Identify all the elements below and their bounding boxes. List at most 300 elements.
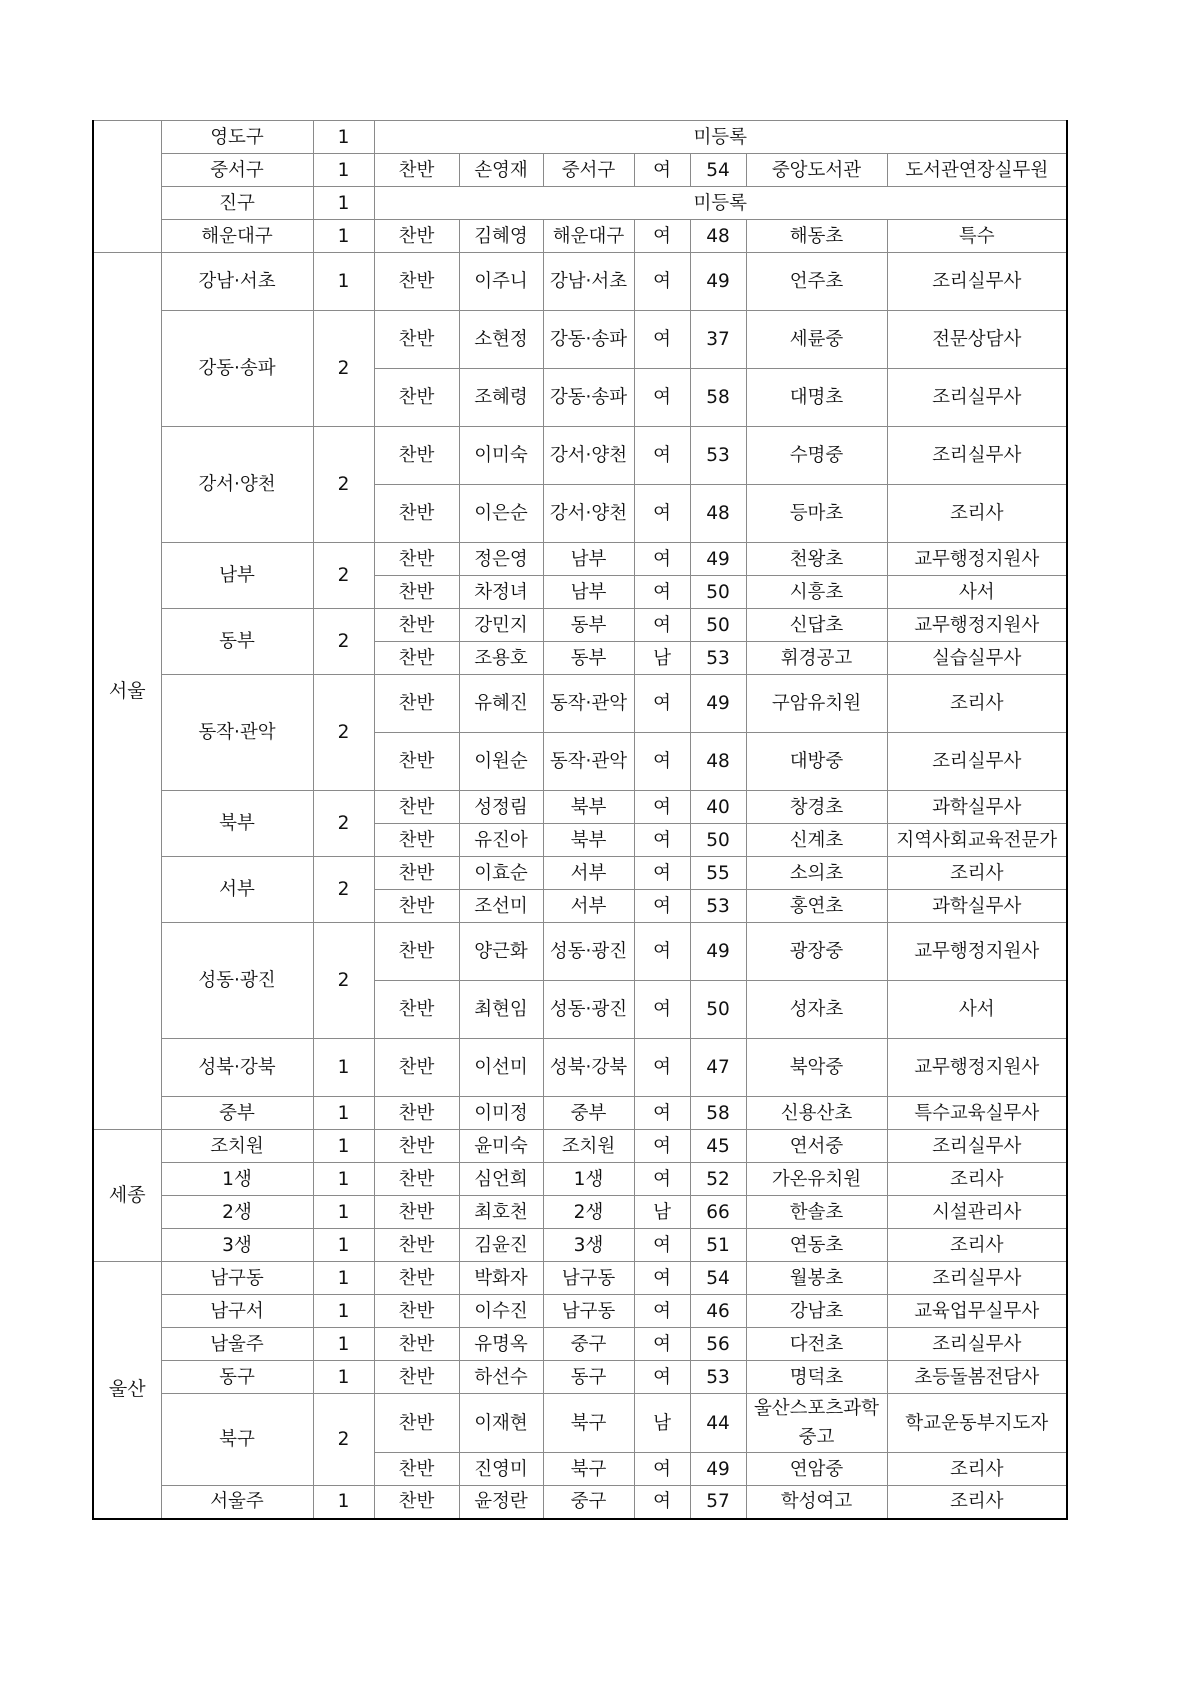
workplace-cell: 구암유치원 (746, 675, 887, 733)
job-cell: 도서관연장실무원 (887, 154, 1067, 187)
gender-cell: 여 (634, 1361, 690, 1394)
count-cell: 1 (313, 1486, 374, 1519)
job-cell: 조리사 (887, 857, 1067, 890)
job-cell: 교무행정지원사 (887, 1039, 1067, 1097)
member-district-cell: 동작·관악 (543, 733, 634, 791)
member-name-cell: 하선수 (459, 1361, 543, 1394)
member-name-cell: 이주니 (459, 253, 543, 311)
gender-cell: 여 (634, 1295, 690, 1328)
district-cell: 남구동 (161, 1262, 313, 1295)
table-row (93, 923, 1067, 981)
member-name-cell: 손영재 (459, 154, 543, 187)
member-district-cell: 서부 (543, 857, 634, 890)
gender-cell: 여 (634, 791, 690, 824)
table-row (93, 1130, 1067, 1163)
member-name-cell: 박화자 (459, 1262, 543, 1295)
count-cell: 1 (313, 121, 374, 154)
member-name-cell: 심언희 (459, 1163, 543, 1196)
age-cell: 58 (690, 369, 746, 427)
workplace-cell: 연서중 (746, 1130, 887, 1163)
count-cell: 2 (313, 791, 374, 857)
vote-type-cell: 찬반 (374, 543, 459, 576)
member-name-cell: 윤미숙 (459, 1130, 543, 1163)
district-cell: 3생 (161, 1229, 313, 1262)
table-row (93, 1486, 1067, 1519)
workplace-cell: 신용산초 (746, 1097, 887, 1130)
gender-cell: 여 (634, 1163, 690, 1196)
member-name-cell: 성정림 (459, 791, 543, 824)
district-cell: 동작·관악 (161, 675, 313, 791)
member-district-cell: 북부 (543, 824, 634, 857)
gender-cell: 여 (634, 369, 690, 427)
member-district-cell: 2생 (543, 1196, 634, 1229)
age-cell: 46 (690, 1295, 746, 1328)
workplace-cell: 휘경공고 (746, 642, 887, 675)
member-district-cell: 강서·양천 (543, 427, 634, 485)
gender-cell: 여 (634, 981, 690, 1039)
member-name-cell: 김혜영 (459, 220, 543, 253)
member-name-cell: 조용호 (459, 642, 543, 675)
workplace-cell: 소의초 (746, 857, 887, 890)
age-cell: 55 (690, 857, 746, 890)
age-cell: 40 (690, 791, 746, 824)
vote-type-cell: 찬반 (374, 220, 459, 253)
member-district-cell: 남구동 (543, 1262, 634, 1295)
workplace-cell: 홍연초 (746, 890, 887, 923)
table-row (93, 1229, 1067, 1262)
member-district-cell: 조치원 (543, 1130, 634, 1163)
gender-cell: 여 (634, 485, 690, 543)
table-row (93, 791, 1067, 824)
vote-type-cell: 찬반 (374, 791, 459, 824)
member-name-cell: 강민지 (459, 609, 543, 642)
workplace-cell: 신계초 (746, 824, 887, 857)
job-cell: 조리사 (887, 1163, 1067, 1196)
member-name-cell: 이재현 (459, 1394, 543, 1453)
vote-type-cell: 찬반 (374, 981, 459, 1039)
district-cell: 조치원 (161, 1130, 313, 1163)
count-cell: 1 (313, 253, 374, 311)
member-district-cell: 동부 (543, 609, 634, 642)
region-cell: 서울 (93, 253, 161, 1130)
vote-type-cell: 찬반 (374, 675, 459, 733)
member-name-cell: 조혜령 (459, 369, 543, 427)
district-cell: 강남·서초 (161, 253, 313, 311)
workplace-cell: 월봉초 (746, 1262, 887, 1295)
gender-cell: 남 (634, 1394, 690, 1453)
region-cell: 울산 (93, 1262, 161, 1519)
job-cell: 교무행정지원사 (887, 543, 1067, 576)
gender-cell: 여 (634, 1130, 690, 1163)
age-cell: 53 (690, 1361, 746, 1394)
gender-cell: 여 (634, 890, 690, 923)
table-row (93, 1097, 1067, 1130)
workplace-cell: 신답초 (746, 609, 887, 642)
count-cell: 2 (313, 311, 374, 427)
age-cell: 52 (690, 1163, 746, 1196)
member-name-cell: 양근화 (459, 923, 543, 981)
member-name-cell: 소현정 (459, 311, 543, 369)
workplace-cell: 강남초 (746, 1295, 887, 1328)
gender-cell: 여 (634, 1097, 690, 1130)
age-cell: 50 (690, 981, 746, 1039)
vote-type-cell: 찬반 (374, 1394, 459, 1453)
age-cell: 53 (690, 890, 746, 923)
gender-cell: 여 (634, 311, 690, 369)
workplace-cell: 대명초 (746, 369, 887, 427)
member-district-cell: 강동·송파 (543, 369, 634, 427)
unregistered-cell: 미등록 (374, 121, 1067, 154)
job-cell: 시설관리사 (887, 1196, 1067, 1229)
age-cell: 51 (690, 1229, 746, 1262)
vote-type-cell: 찬반 (374, 733, 459, 791)
workplace-cell: 북악중 (746, 1039, 887, 1097)
district-cell: 강서·양천 (161, 427, 313, 543)
job-cell: 조리사 (887, 485, 1067, 543)
member-name-cell: 이수진 (459, 1295, 543, 1328)
region-cell: 세종 (93, 1130, 161, 1262)
job-cell: 초등돌봄전담사 (887, 1361, 1067, 1394)
age-cell: 48 (690, 733, 746, 791)
workplace-cell: 해동초 (746, 220, 887, 253)
member-district-cell: 중서구 (543, 154, 634, 187)
job-cell: 교무행정지원사 (887, 923, 1067, 981)
workplace-cell: 등마초 (746, 485, 887, 543)
gender-cell: 여 (634, 857, 690, 890)
vote-type-cell: 찬반 (374, 485, 459, 543)
workplace-cell: 세륜중 (746, 311, 887, 369)
member-name-cell: 유혜진 (459, 675, 543, 733)
job-cell: 과학실무사 (887, 890, 1067, 923)
vote-type-cell: 찬반 (374, 1262, 459, 1295)
district-cell: 서부 (161, 857, 313, 923)
gender-cell: 여 (634, 543, 690, 576)
age-cell: 49 (690, 1453, 746, 1486)
member-district-cell: 서부 (543, 890, 634, 923)
vote-type-cell: 찬반 (374, 1361, 459, 1394)
district-cell: 남울주 (161, 1328, 313, 1361)
vote-type-cell: 찬반 (374, 1229, 459, 1262)
table-row (93, 220, 1067, 253)
age-cell: 54 (690, 154, 746, 187)
member-name-cell: 최호천 (459, 1196, 543, 1229)
district-cell: 남부 (161, 543, 313, 609)
table-row (93, 1196, 1067, 1229)
table-row (93, 253, 1067, 311)
job-cell: 조리사 (887, 1453, 1067, 1486)
member-name-cell: 정은영 (459, 543, 543, 576)
vote-type-cell: 찬반 (374, 253, 459, 311)
job-cell: 조리실무사 (887, 1328, 1067, 1361)
district-cell: 진구 (161, 187, 313, 220)
table-row (93, 675, 1067, 733)
region-cell (93, 121, 161, 253)
count-cell: 1 (313, 1262, 374, 1295)
job-cell: 과학실무사 (887, 791, 1067, 824)
count-cell: 2 (313, 675, 374, 791)
age-cell: 48 (690, 485, 746, 543)
member-district-cell: 남부 (543, 543, 634, 576)
member-name-cell: 이은순 (459, 485, 543, 543)
count-cell: 2 (313, 923, 374, 1039)
job-cell: 조리사 (887, 1229, 1067, 1262)
job-cell: 교무행정지원사 (887, 609, 1067, 642)
count-cell: 1 (313, 1196, 374, 1229)
gender-cell: 남 (634, 642, 690, 675)
member-district-cell: 3생 (543, 1229, 634, 1262)
district-cell: 성북·강북 (161, 1039, 313, 1097)
member-name-cell: 이미숙 (459, 427, 543, 485)
district-cell: 중부 (161, 1097, 313, 1130)
count-cell: 1 (313, 1097, 374, 1130)
member-district-cell: 중구 (543, 1328, 634, 1361)
district-cell: 남구서 (161, 1295, 313, 1328)
age-cell: 53 (690, 642, 746, 675)
member-district-cell: 중부 (543, 1097, 634, 1130)
vote-type-cell: 찬반 (374, 824, 459, 857)
job-cell: 조리사 (887, 675, 1067, 733)
vote-type-cell: 찬반 (374, 1328, 459, 1361)
member-district-cell: 강동·송파 (543, 311, 634, 369)
district-cell: 북구 (161, 1394, 313, 1486)
member-district-cell: 동구 (543, 1361, 634, 1394)
table-row (93, 609, 1067, 642)
vote-type-cell: 찬반 (374, 609, 459, 642)
workplace-cell: 울산스포츠과학중고 (746, 1394, 887, 1453)
table-row (93, 121, 1067, 154)
count-cell: 1 (313, 220, 374, 253)
workplace-cell: 창경초 (746, 791, 887, 824)
table-row (93, 427, 1067, 485)
member-district-cell: 1생 (543, 1163, 634, 1196)
age-cell: 45 (690, 1130, 746, 1163)
district-cell: 서울주 (161, 1486, 313, 1519)
workplace-cell: 언주초 (746, 253, 887, 311)
job-cell: 조리실무사 (887, 253, 1067, 311)
age-cell: 58 (690, 1097, 746, 1130)
member-name-cell: 유명옥 (459, 1328, 543, 1361)
gender-cell: 여 (634, 427, 690, 485)
job-cell: 조리실무사 (887, 1262, 1067, 1295)
vote-type-cell: 찬반 (374, 427, 459, 485)
workplace-cell: 가온유치원 (746, 1163, 887, 1196)
age-cell: 66 (690, 1196, 746, 1229)
gender-cell: 여 (634, 1328, 690, 1361)
job-cell: 실습실무사 (887, 642, 1067, 675)
gender-cell: 여 (634, 1486, 690, 1519)
member-name-cell: 이미정 (459, 1097, 543, 1130)
member-district-cell: 성북·강북 (543, 1039, 634, 1097)
table-row (93, 1163, 1067, 1196)
vote-type-cell: 찬반 (374, 1453, 459, 1486)
gender-cell: 여 (634, 1453, 690, 1486)
workplace-cell: 천왕초 (746, 543, 887, 576)
job-cell: 학교운동부지도자 (887, 1394, 1067, 1453)
vote-type-cell: 찬반 (374, 311, 459, 369)
age-cell: 49 (690, 543, 746, 576)
table-row (93, 1262, 1067, 1295)
member-district-cell: 북부 (543, 791, 634, 824)
workplace-cell: 중앙도서관 (746, 154, 887, 187)
member-district-cell: 남부 (543, 576, 634, 609)
table-row (93, 543, 1067, 576)
job-cell: 조리실무사 (887, 1130, 1067, 1163)
vote-type-cell: 찬반 (374, 923, 459, 981)
member-name-cell: 이효순 (459, 857, 543, 890)
table-row (93, 1295, 1067, 1328)
job-cell: 조리사 (887, 1486, 1067, 1519)
vote-type-cell: 찬반 (374, 1039, 459, 1097)
vote-type-cell: 찬반 (374, 1486, 459, 1519)
count-cell: 1 (313, 154, 374, 187)
vote-type-cell: 찬반 (374, 1097, 459, 1130)
count-cell: 2 (313, 857, 374, 923)
age-cell: 49 (690, 675, 746, 733)
district-cell: 1생 (161, 1163, 313, 1196)
district-cell: 영도구 (161, 121, 313, 154)
job-cell: 사서 (887, 576, 1067, 609)
member-district-cell: 성동·광진 (543, 923, 634, 981)
vote-type-cell: 찬반 (374, 1163, 459, 1196)
count-cell: 1 (313, 1361, 374, 1394)
member-district-cell: 북구 (543, 1394, 634, 1453)
count-cell: 1 (313, 1295, 374, 1328)
age-cell: 44 (690, 1394, 746, 1453)
age-cell: 53 (690, 427, 746, 485)
vote-type-cell: 찬반 (374, 576, 459, 609)
gender-cell: 여 (634, 220, 690, 253)
age-cell: 57 (690, 1486, 746, 1519)
job-cell: 사서 (887, 981, 1067, 1039)
member-name-cell: 김윤진 (459, 1229, 543, 1262)
workplace-cell: 명덕초 (746, 1361, 887, 1394)
workplace-cell: 학성여고 (746, 1486, 887, 1519)
table-row (93, 1361, 1067, 1394)
job-cell: 지역사회교육전문가 (887, 824, 1067, 857)
vote-type-cell: 찬반 (374, 1130, 459, 1163)
job-cell: 전문상담사 (887, 311, 1067, 369)
job-cell: 특수 (887, 220, 1067, 253)
age-cell: 50 (690, 609, 746, 642)
member-name-cell: 최현임 (459, 981, 543, 1039)
count-cell: 1 (313, 1039, 374, 1097)
gender-cell: 여 (634, 253, 690, 311)
member-district-cell: 강서·양천 (543, 485, 634, 543)
vote-type-cell: 찬반 (374, 369, 459, 427)
district-cell: 동구 (161, 1361, 313, 1394)
gender-cell: 여 (634, 154, 690, 187)
district-cell: 북부 (161, 791, 313, 857)
member-name-cell: 이선미 (459, 1039, 543, 1097)
district-cell: 해운대구 (161, 220, 313, 253)
workplace-cell: 연암중 (746, 1453, 887, 1486)
member-district-cell: 강남·서초 (543, 253, 634, 311)
gender-cell: 여 (634, 675, 690, 733)
age-cell: 37 (690, 311, 746, 369)
job-cell: 조리실무사 (887, 427, 1067, 485)
job-cell: 교육업무실무사 (887, 1295, 1067, 1328)
vote-type-cell: 찬반 (374, 857, 459, 890)
count-cell: 1 (313, 1163, 374, 1196)
age-cell: 54 (690, 1262, 746, 1295)
member-name-cell: 유진아 (459, 824, 543, 857)
age-cell: 48 (690, 220, 746, 253)
district-cell: 강동·송파 (161, 311, 313, 427)
member-district-cell: 동부 (543, 642, 634, 675)
vote-type-cell: 찬반 (374, 1196, 459, 1229)
count-cell: 2 (313, 1394, 374, 1486)
count-cell: 2 (313, 609, 374, 675)
age-cell: 50 (690, 824, 746, 857)
district-cell: 성동·광진 (161, 923, 313, 1039)
vote-type-cell: 찬반 (374, 642, 459, 675)
job-cell: 조리실무사 (887, 369, 1067, 427)
member-name-cell: 조선미 (459, 890, 543, 923)
unregistered-cell: 미등록 (374, 187, 1067, 220)
gender-cell: 여 (634, 1229, 690, 1262)
gender-cell: 여 (634, 1262, 690, 1295)
count-cell: 1 (313, 1328, 374, 1361)
workplace-cell: 다전초 (746, 1328, 887, 1361)
gender-cell: 여 (634, 733, 690, 791)
workplace-cell: 성자초 (746, 981, 887, 1039)
table-row (93, 154, 1067, 187)
age-cell: 47 (690, 1039, 746, 1097)
gender-cell: 여 (634, 1039, 690, 1097)
age-cell: 50 (690, 576, 746, 609)
workplace-cell: 연동초 (746, 1229, 887, 1262)
count-cell: 2 (313, 543, 374, 609)
district-cell: 중서구 (161, 154, 313, 187)
member-district-cell: 성동·광진 (543, 981, 634, 1039)
member-name-cell: 윤정란 (459, 1486, 543, 1519)
job-cell: 조리실무사 (887, 733, 1067, 791)
table-row (93, 187, 1067, 220)
gender-cell: 여 (634, 923, 690, 981)
workplace-cell: 수명중 (746, 427, 887, 485)
workplace-cell: 광장중 (746, 923, 887, 981)
vote-type-cell: 찬반 (374, 1295, 459, 1328)
workplace-cell: 한솔초 (746, 1196, 887, 1229)
count-cell: 1 (313, 1130, 374, 1163)
table-row (93, 857, 1067, 890)
workplace-cell: 시흥초 (746, 576, 887, 609)
table-row (93, 1328, 1067, 1361)
workplace-cell: 대방중 (746, 733, 887, 791)
table-row (93, 1039, 1067, 1097)
member-district-cell: 중구 (543, 1486, 634, 1519)
member-district-cell: 북구 (543, 1453, 634, 1486)
table-row (93, 311, 1067, 369)
vote-type-cell: 찬반 (374, 154, 459, 187)
member-name-cell: 이원순 (459, 733, 543, 791)
gender-cell: 여 (634, 824, 690, 857)
member-district-cell: 동작·관악 (543, 675, 634, 733)
age-cell: 49 (690, 253, 746, 311)
age-cell: 49 (690, 923, 746, 981)
count-cell: 2 (313, 427, 374, 543)
gender-cell: 여 (634, 576, 690, 609)
district-cell: 동부 (161, 609, 313, 675)
vote-type-cell: 찬반 (374, 890, 459, 923)
member-name-cell: 진영미 (459, 1453, 543, 1486)
member-district-cell: 해운대구 (543, 220, 634, 253)
member-name-cell: 차정녀 (459, 576, 543, 609)
gender-cell: 여 (634, 609, 690, 642)
count-cell: 1 (313, 1229, 374, 1262)
delegate-table (92, 120, 1068, 1520)
age-cell: 56 (690, 1328, 746, 1361)
